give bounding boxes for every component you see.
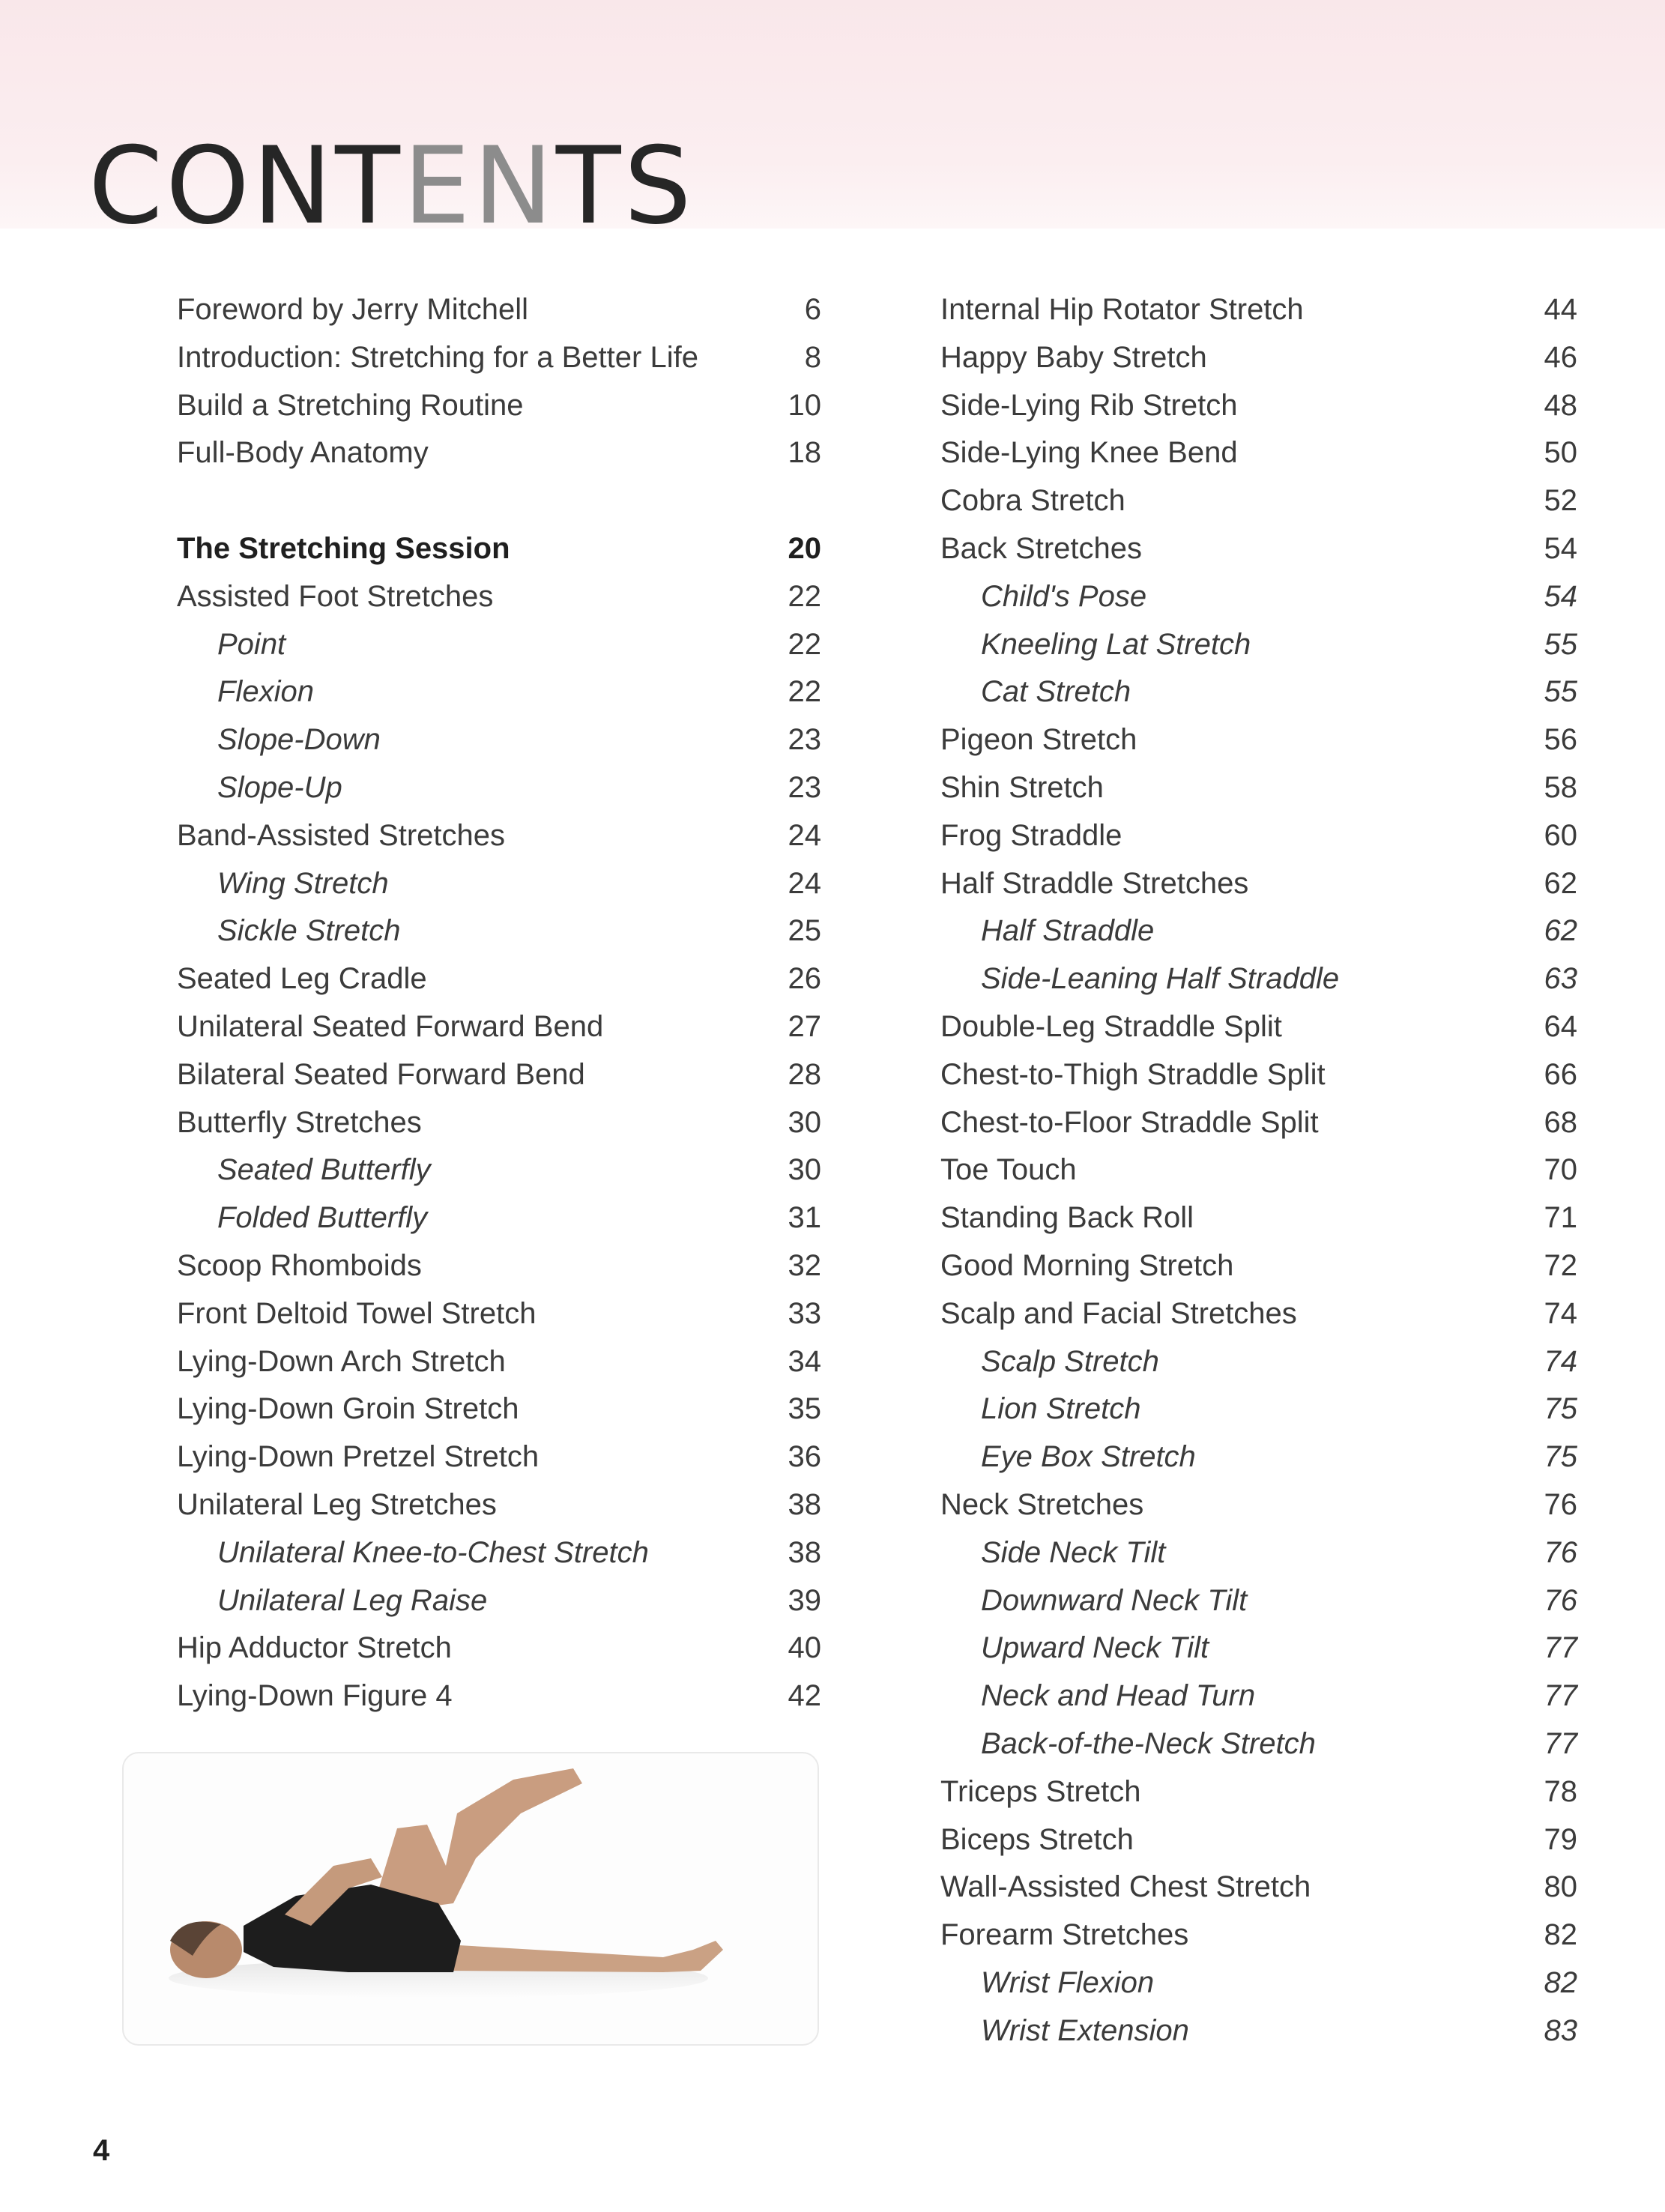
toc-entry-title: Standing Back Roll [940, 1201, 1194, 1235]
toc-entry-title: Wall-Assisted Chest Stretch [940, 1870, 1311, 1904]
toc-entry-page: 6 [804, 293, 821, 326]
toc-entry [177, 907, 821, 955]
toc-entry-page: 52 [1544, 484, 1577, 518]
toc-entry-title: Build a Stretching Routine [177, 388, 524, 422]
toc-entry [177, 1433, 821, 1481]
toc-entry [940, 1912, 1577, 1959]
toc-entry [940, 1816, 1577, 1864]
toc-entry-title: Scalp and Facial Stretches [940, 1296, 1297, 1330]
toc-entry-title: Cat Stretch [981, 675, 1131, 709]
toc-entry [177, 1625, 821, 1672]
toc-entry [940, 1672, 1577, 1720]
toc-entry [940, 382, 1577, 430]
toc-entry [940, 716, 1577, 764]
toc-entry-page: 22 [788, 579, 821, 613]
toc-entry-title: Side-Lying Knee Bend [940, 436, 1238, 470]
toc-entry [177, 286, 821, 334]
toc-entry-page: 38 [788, 1487, 821, 1521]
toc-entry-title: Half Straddle [981, 914, 1155, 948]
toc-entry-title: Lying-Down Groin Stretch [177, 1392, 519, 1426]
toc-entry-title: Cobra Stretch [940, 484, 1125, 518]
toc-entry-page: 22 [788, 675, 821, 709]
toc-entry-title: Toe Touch [940, 1153, 1077, 1187]
toc-entry-page: 39 [788, 1583, 821, 1617]
toc-entry-title: Wrist Flexion [981, 1965, 1155, 1999]
toc-entry [940, 1051, 1577, 1099]
toc-entry [940, 1577, 1577, 1625]
toc-entry-page: 40 [788, 1631, 821, 1665]
toc-entry [177, 1146, 821, 1194]
toc-entry-title: Unilateral Leg Stretches [177, 1487, 497, 1521]
toc-entry [940, 955, 1577, 1003]
toc-entry-page: 79 [1544, 1822, 1577, 1856]
toc-column-left [177, 286, 821, 1720]
toc-entry-page: 44 [1544, 293, 1577, 326]
toc-entry-page: 24 [788, 818, 821, 852]
toc-entry-page: 74 [1544, 1344, 1577, 1378]
toc-entry [177, 1099, 821, 1147]
toc-entry [940, 573, 1577, 621]
toc-entry-title: Side-Lying Rib Stretch [940, 388, 1238, 422]
toc-entry [940, 1338, 1577, 1386]
page-number: 4 [93, 2134, 110, 2167]
toc-entry-page: 24 [788, 866, 821, 900]
toc-entry-title: Side Neck Tilt [981, 1535, 1166, 1569]
toc-entry [940, 286, 1577, 334]
toc-entry-page: 28 [788, 1057, 821, 1091]
toc-entry-page: 27 [788, 1009, 821, 1043]
toc-entry-title: Seated Leg Cradle [177, 962, 427, 996]
toc-entry-title: Wrist Extension [981, 2013, 1189, 2047]
toc-entry [940, 1720, 1577, 1768]
toc-entry-title: Hip Adductor Stretch [177, 1631, 452, 1665]
toc-entry-page: 55 [1544, 627, 1577, 661]
toc-entry [177, 1385, 821, 1433]
toc-entry-title: Double-Leg Straddle Split [940, 1009, 1282, 1043]
toc-entry [940, 525, 1577, 573]
toc-entry-page: 8 [804, 340, 821, 374]
toc-entry-title: Good Morning Stretch [940, 1248, 1234, 1282]
toc-entry-page: 18 [788, 436, 821, 470]
toc-entry [177, 382, 821, 430]
toc-entry [177, 573, 821, 621]
toc-entry-page: 71 [1544, 1201, 1577, 1235]
toc-entry-page: 55 [1544, 675, 1577, 709]
toc-entry [177, 955, 821, 1003]
toc-section-title: The Stretching Session [177, 531, 510, 565]
toc-entry [940, 334, 1577, 382]
toc-entry-page: 62 [1544, 866, 1577, 900]
toc-entry-page: 63 [1544, 962, 1577, 996]
toc-entry-page: 78 [1544, 1774, 1577, 1808]
toc-entry-title: Lion Stretch [981, 1392, 1141, 1426]
toc-entry-title: Forearm Stretches [940, 1918, 1189, 1952]
toc-entry-page: 58 [1544, 770, 1577, 804]
toc-entry-page: 46 [1544, 340, 1577, 374]
toc-entry-page: 76 [1544, 1583, 1577, 1617]
toc-entry-title: Biceps Stretch [940, 1822, 1134, 1856]
toc-entry [940, 429, 1577, 477]
toc-entry-title: Introduction: Stretching for a Better Life [177, 340, 698, 374]
toc-entry-title: Upward Neck Tilt [981, 1631, 1209, 1665]
toc-entry-title: Band-Assisted Stretches [177, 818, 505, 852]
toc-entry-title: Bilateral Seated Forward Bend [177, 1057, 585, 1091]
toc-entry-title: Wing Stretch [217, 866, 389, 900]
toc-entry [940, 668, 1577, 716]
toc-entry [940, 1864, 1577, 1912]
toc-entry-page: 26 [788, 962, 821, 996]
toc-entry-title: Eye Box Stretch [981, 1440, 1196, 1474]
toc-entry [940, 1768, 1577, 1816]
toc-entry [940, 621, 1577, 669]
toc-entry-title: Lying-Down Figure 4 [177, 1679, 453, 1713]
toc-entry [940, 1959, 1577, 2007]
toc-entry-page: 76 [1544, 1535, 1577, 1569]
toc-entry-page: 54 [1544, 531, 1577, 565]
toc-entry-title: Neck and Head Turn [981, 1679, 1256, 1713]
toc-entry-title: Child's Pose [981, 579, 1147, 613]
toc-entry-page: 83 [1544, 2013, 1577, 2047]
toc-entry-title: Pigeon Stretch [940, 723, 1137, 757]
toc-entry [177, 1290, 821, 1338]
toc-entry-page: 82 [1544, 1965, 1577, 1999]
toc-entry-page: 25 [788, 914, 821, 948]
toc-entry-title: Shin Stretch [940, 770, 1104, 804]
toc-entry-page: 80 [1544, 1870, 1577, 1904]
toc-entry [177, 860, 821, 908]
toc-entry-title: Unilateral Seated Forward Bend [177, 1009, 604, 1043]
toc-entry [177, 1242, 821, 1290]
toc-entry-page: 30 [788, 1105, 821, 1139]
toc-entry-page: 72 [1544, 1248, 1577, 1282]
toc-entry [177, 764, 821, 812]
toc-entry-page: 70 [1544, 1153, 1577, 1187]
toc-entry [177, 1577, 821, 1625]
toc-entry-title: Flexion [217, 675, 314, 709]
toc-entry-title: Scalp Stretch [981, 1344, 1159, 1378]
toc-entry-title: Chest-to-Thigh Straddle Split [940, 1057, 1326, 1091]
toc-entry-page: 33 [788, 1296, 821, 1330]
toc-entry [177, 525, 821, 573]
toc-entry-page: 56 [1544, 723, 1577, 757]
toc-entry-title: Front Deltoid Towel Stretch [177, 1296, 537, 1330]
toc-entry [940, 1433, 1577, 1481]
toc-entry-title: Happy Baby Stretch [940, 340, 1207, 374]
toc-entry-page: 76 [1544, 1487, 1577, 1521]
toc-entry-page: 30 [788, 1153, 821, 1187]
toc-entry-page: 20 [788, 531, 821, 565]
toc-entry [177, 812, 821, 860]
toc-entry-page: 68 [1544, 1105, 1577, 1139]
toc-entry-page: 23 [788, 770, 821, 804]
toc-entry [940, 1003, 1577, 1051]
toc-entry-title: Slope-Up [217, 770, 342, 804]
toc-entry [940, 1290, 1577, 1338]
toc-entry-page: 10 [788, 388, 821, 422]
page-title [88, 124, 695, 248]
toc-entry-page: 32 [788, 1248, 821, 1282]
toc-entry [940, 1146, 1577, 1194]
toc-entry-page: 82 [1544, 1918, 1577, 1952]
toc-entry-page: 48 [1544, 388, 1577, 422]
toc-entry-page: 35 [788, 1392, 821, 1426]
toc-entry [940, 812, 1577, 860]
toc-entry [177, 668, 821, 716]
toc-column-right [940, 286, 1577, 2055]
stretch-photo [122, 1752, 819, 2046]
toc-entry [177, 1051, 821, 1099]
toc-entry [177, 1672, 821, 1720]
toc-entry-title: Sickle Stretch [217, 914, 401, 948]
toc-entry-title: Butterfly Stretches [177, 1105, 422, 1139]
toc-entry-title: Half Straddle Stretches [940, 866, 1249, 900]
toc-entry [177, 1003, 821, 1051]
toc-entry-page: 74 [1544, 1296, 1577, 1330]
toc-entry-page: 64 [1544, 1009, 1577, 1043]
toc-entry [940, 1529, 1577, 1577]
toc-entry [940, 860, 1577, 908]
toc-entry-page: 38 [788, 1535, 821, 1569]
toc-entry-page: 75 [1544, 1392, 1577, 1426]
toc-entry-title: Back Stretches [940, 531, 1143, 565]
toc-entry-page: 31 [788, 1201, 821, 1235]
toc-entry [940, 1385, 1577, 1433]
toc-entry-title: Foreword by Jerry Mitchell [177, 293, 529, 326]
toc-entry-title: Slope-Down [217, 723, 381, 757]
toc-entry [940, 477, 1577, 525]
toc-entry-title: Unilateral Knee-to-Chest Stretch [217, 1535, 649, 1569]
toc-entry-title: Full-Body Anatomy [177, 436, 429, 470]
toc-entry-title: Unilateral Leg Raise [217, 1583, 488, 1617]
toc-entry-title: Lying-Down Arch Stretch [177, 1344, 506, 1378]
toc-entry-title: Kneeling Lat Stretch [981, 627, 1251, 661]
toc-entry-page: 54 [1544, 579, 1577, 613]
toc-entry [177, 1481, 821, 1529]
toc-entry-page: 50 [1544, 436, 1577, 470]
toc-entry-page: 34 [788, 1344, 821, 1378]
title-part-2: EN [402, 124, 556, 248]
toc-entry-page: 42 [788, 1679, 821, 1713]
toc-entry [940, 1242, 1577, 1290]
toc-entry-page: 77 [1544, 1631, 1577, 1665]
toc-entry-title: Triceps Stretch [940, 1774, 1141, 1808]
toc-entry-page: 36 [788, 1440, 821, 1474]
toc-entry [177, 621, 821, 669]
toc-entry [177, 716, 821, 764]
toc-entry-page: 60 [1544, 818, 1577, 852]
toc-entry-title: Neck Stretches [940, 1487, 1144, 1521]
toc-entry-title: Folded Butterfly [217, 1201, 428, 1235]
toc-entry-title: Side-Leaning Half Straddle [981, 962, 1340, 996]
toc-entry [177, 1194, 821, 1242]
toc-entry-page: 77 [1544, 1679, 1577, 1713]
toc-entry-title: Seated Butterfly [217, 1153, 431, 1187]
toc-entry [177, 429, 821, 477]
toc-entry [940, 907, 1577, 955]
toc-entry [940, 2007, 1577, 2055]
toc-entry [940, 1099, 1577, 1147]
toc-entry-title: Point [217, 627, 286, 661]
toc-entry-title: Scoop Rhomboids [177, 1248, 422, 1282]
toc-entry [177, 1529, 821, 1577]
toc-entry-page: 77 [1544, 1726, 1577, 1760]
toc-entry [940, 1625, 1577, 1672]
toc-entry [177, 1338, 821, 1386]
toc-entry-title: Back-of-the-Neck Stretch [981, 1726, 1316, 1760]
toc-entry-page: 75 [1544, 1440, 1577, 1474]
toc-entry-page: 62 [1544, 914, 1577, 948]
toc-entry-page: 22 [788, 627, 821, 661]
toc-entry-title: Assisted Foot Stretches [177, 579, 494, 613]
toc-entry-title: Chest-to-Floor Straddle Split [940, 1105, 1319, 1139]
title-part-3: TS [555, 124, 695, 248]
toc-entry-title: Internal Hip Rotator Stretch [940, 293, 1304, 326]
toc-entry-title: Downward Neck Tilt [981, 1583, 1248, 1617]
toc-entry [940, 1194, 1577, 1242]
toc-entry [940, 1481, 1577, 1529]
toc-entry-page: 66 [1544, 1057, 1577, 1091]
toc-entry [940, 764, 1577, 812]
toc-entry-title: Lying-Down Pretzel Stretch [177, 1440, 540, 1474]
title-part-1: CONT [88, 124, 403, 248]
toc-entry-page: 23 [788, 723, 821, 757]
toc-entry-title: Frog Straddle [940, 818, 1122, 852]
toc-entry [177, 334, 821, 382]
